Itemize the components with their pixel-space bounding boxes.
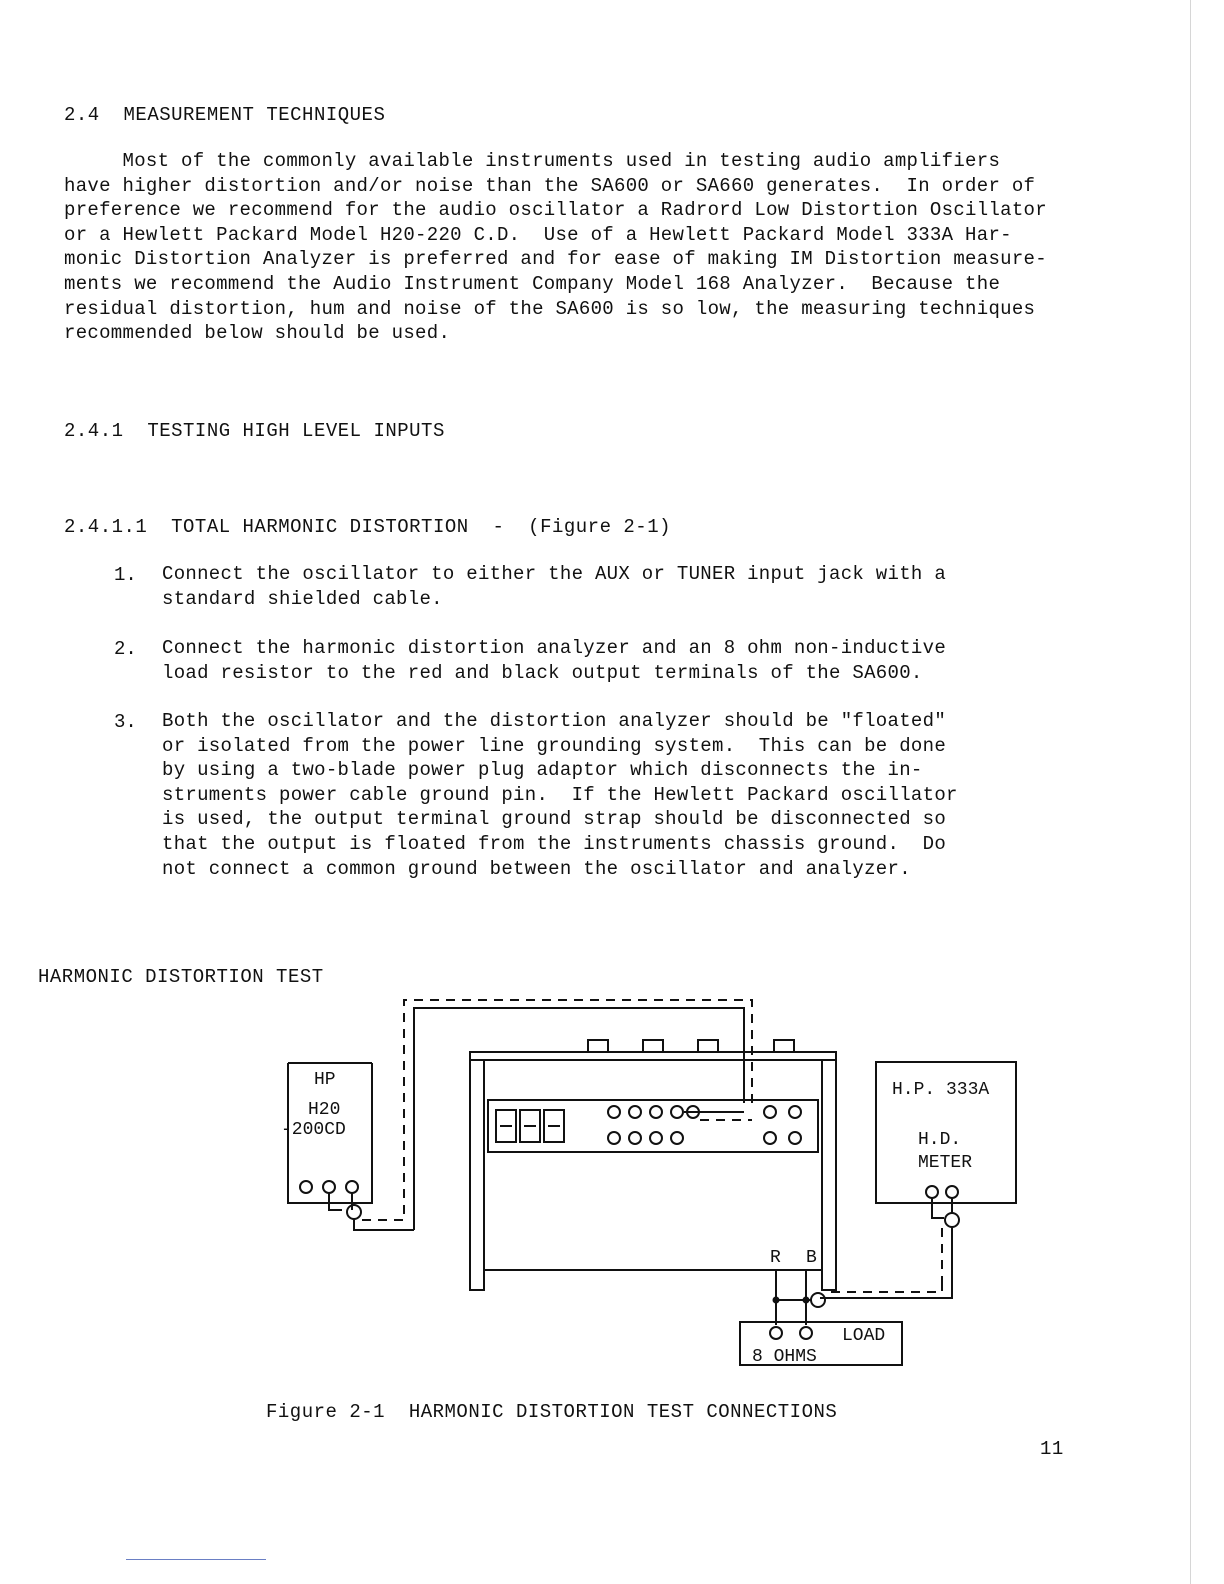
- amplifier-chassis: [470, 1040, 836, 1290]
- oscillator-box: [288, 1063, 414, 1230]
- analyzer-ground-cable: [826, 1282, 942, 1292]
- paragraph-line: residual distortion, hum and noise of the SA600 is so low, the measuring techniques: [64, 297, 1036, 320]
- paragraph-line: or a Hewlett Packard Model H20-220 C.D. Use of a Hewlett Packard Model 333A Har-: [64, 223, 1012, 246]
- step-2-number: 2.: [114, 638, 137, 660]
- paragraph-line: have higher distortion and/or noise than the SA600 or SA660 generates. In order of: [64, 174, 1036, 197]
- step-2-text: Connect the harmonic distortion analyzer and an 8 ohm non-inductive load resistor to the red and black output terminals of the SA600.: [162, 637, 947, 684]
- paragraph-line: preference we recommend for the audio oscillator a Radrord Low Distortion Oscillator: [64, 199, 1047, 222]
- scan-edge-line: [1190, 0, 1191, 1584]
- oscillator-signal-cable: [414, 1008, 744, 1230]
- paragraph-line: Most of the commonly available instruments used in testing audio amplifiers: [64, 150, 1001, 172]
- section-heading-2-4-1: 2.4.1 TESTING HIGH LEVEL INPUTS: [64, 420, 445, 442]
- paragraph-line: monic Distortion Analyzer is preferred and for ease of making IM Distortion measure-: [64, 248, 1047, 271]
- load-value: 8 OHMS: [752, 1347, 817, 1367]
- section-heading-2-4-1-1: 2.4.1.1 TOTAL HARMONIC DISTORTION - (Figure 2-1): [64, 516, 671, 538]
- paragraph-line: ments we recommend the Audio Instrument Company Model 168 Analyzer. Because the: [64, 272, 1001, 295]
- step-3-text: Both the oscillator and the distortion analyzer should be "floated" or isolated from the power line grounding system. This can be done by using a two-blade power plug adaptor which disconnects the in- struments power cable ground pin. If the Hewlett Packard oscillator is used, the output terminal ground strap should be disconnected so that the output is floated from the instruments chassis ground. Do not connect a common ground between the oscillator and analyzer.: [162, 710, 958, 880]
- figure-caption: Figure 2-1 HARMONIC DISTORTION TEST CONNECTIONS: [266, 1401, 838, 1423]
- load-label: LOAD: [842, 1326, 886, 1346]
- analyzer-label-line3: METER: [918, 1153, 973, 1173]
- oscillator-label-line3: -200CD: [281, 1120, 346, 1140]
- section-heading-2-4: 2.4 MEASUREMENT TECHNIQUES: [64, 104, 386, 126]
- oscillator-label-line1: HP: [314, 1070, 336, 1090]
- terminal-black-label: B: [806, 1248, 817, 1268]
- figure-side-title: HARMONIC DISTORTION TEST: [38, 966, 324, 988]
- oscillator-label-line2: H20: [308, 1100, 341, 1120]
- step-1-text: Connect the oscillator to either the AUX or TUNER input jack with a standard shielded cable.: [162, 563, 947, 610]
- analyzer-label-line2: H.D.: [918, 1130, 962, 1150]
- analyzer-label-line1: H.P. 333A: [892, 1080, 990, 1100]
- paragraph-line: recommended below should be used.: [64, 322, 451, 345]
- footer-rule: [126, 1559, 266, 1560]
- page-number: 11: [1040, 1438, 1064, 1460]
- terminal-red-label: R: [770, 1248, 781, 1268]
- step-3-number: 3.: [114, 711, 137, 733]
- step-1-number: 1.: [114, 564, 137, 586]
- analyzer-signal-cable: [820, 1227, 952, 1298]
